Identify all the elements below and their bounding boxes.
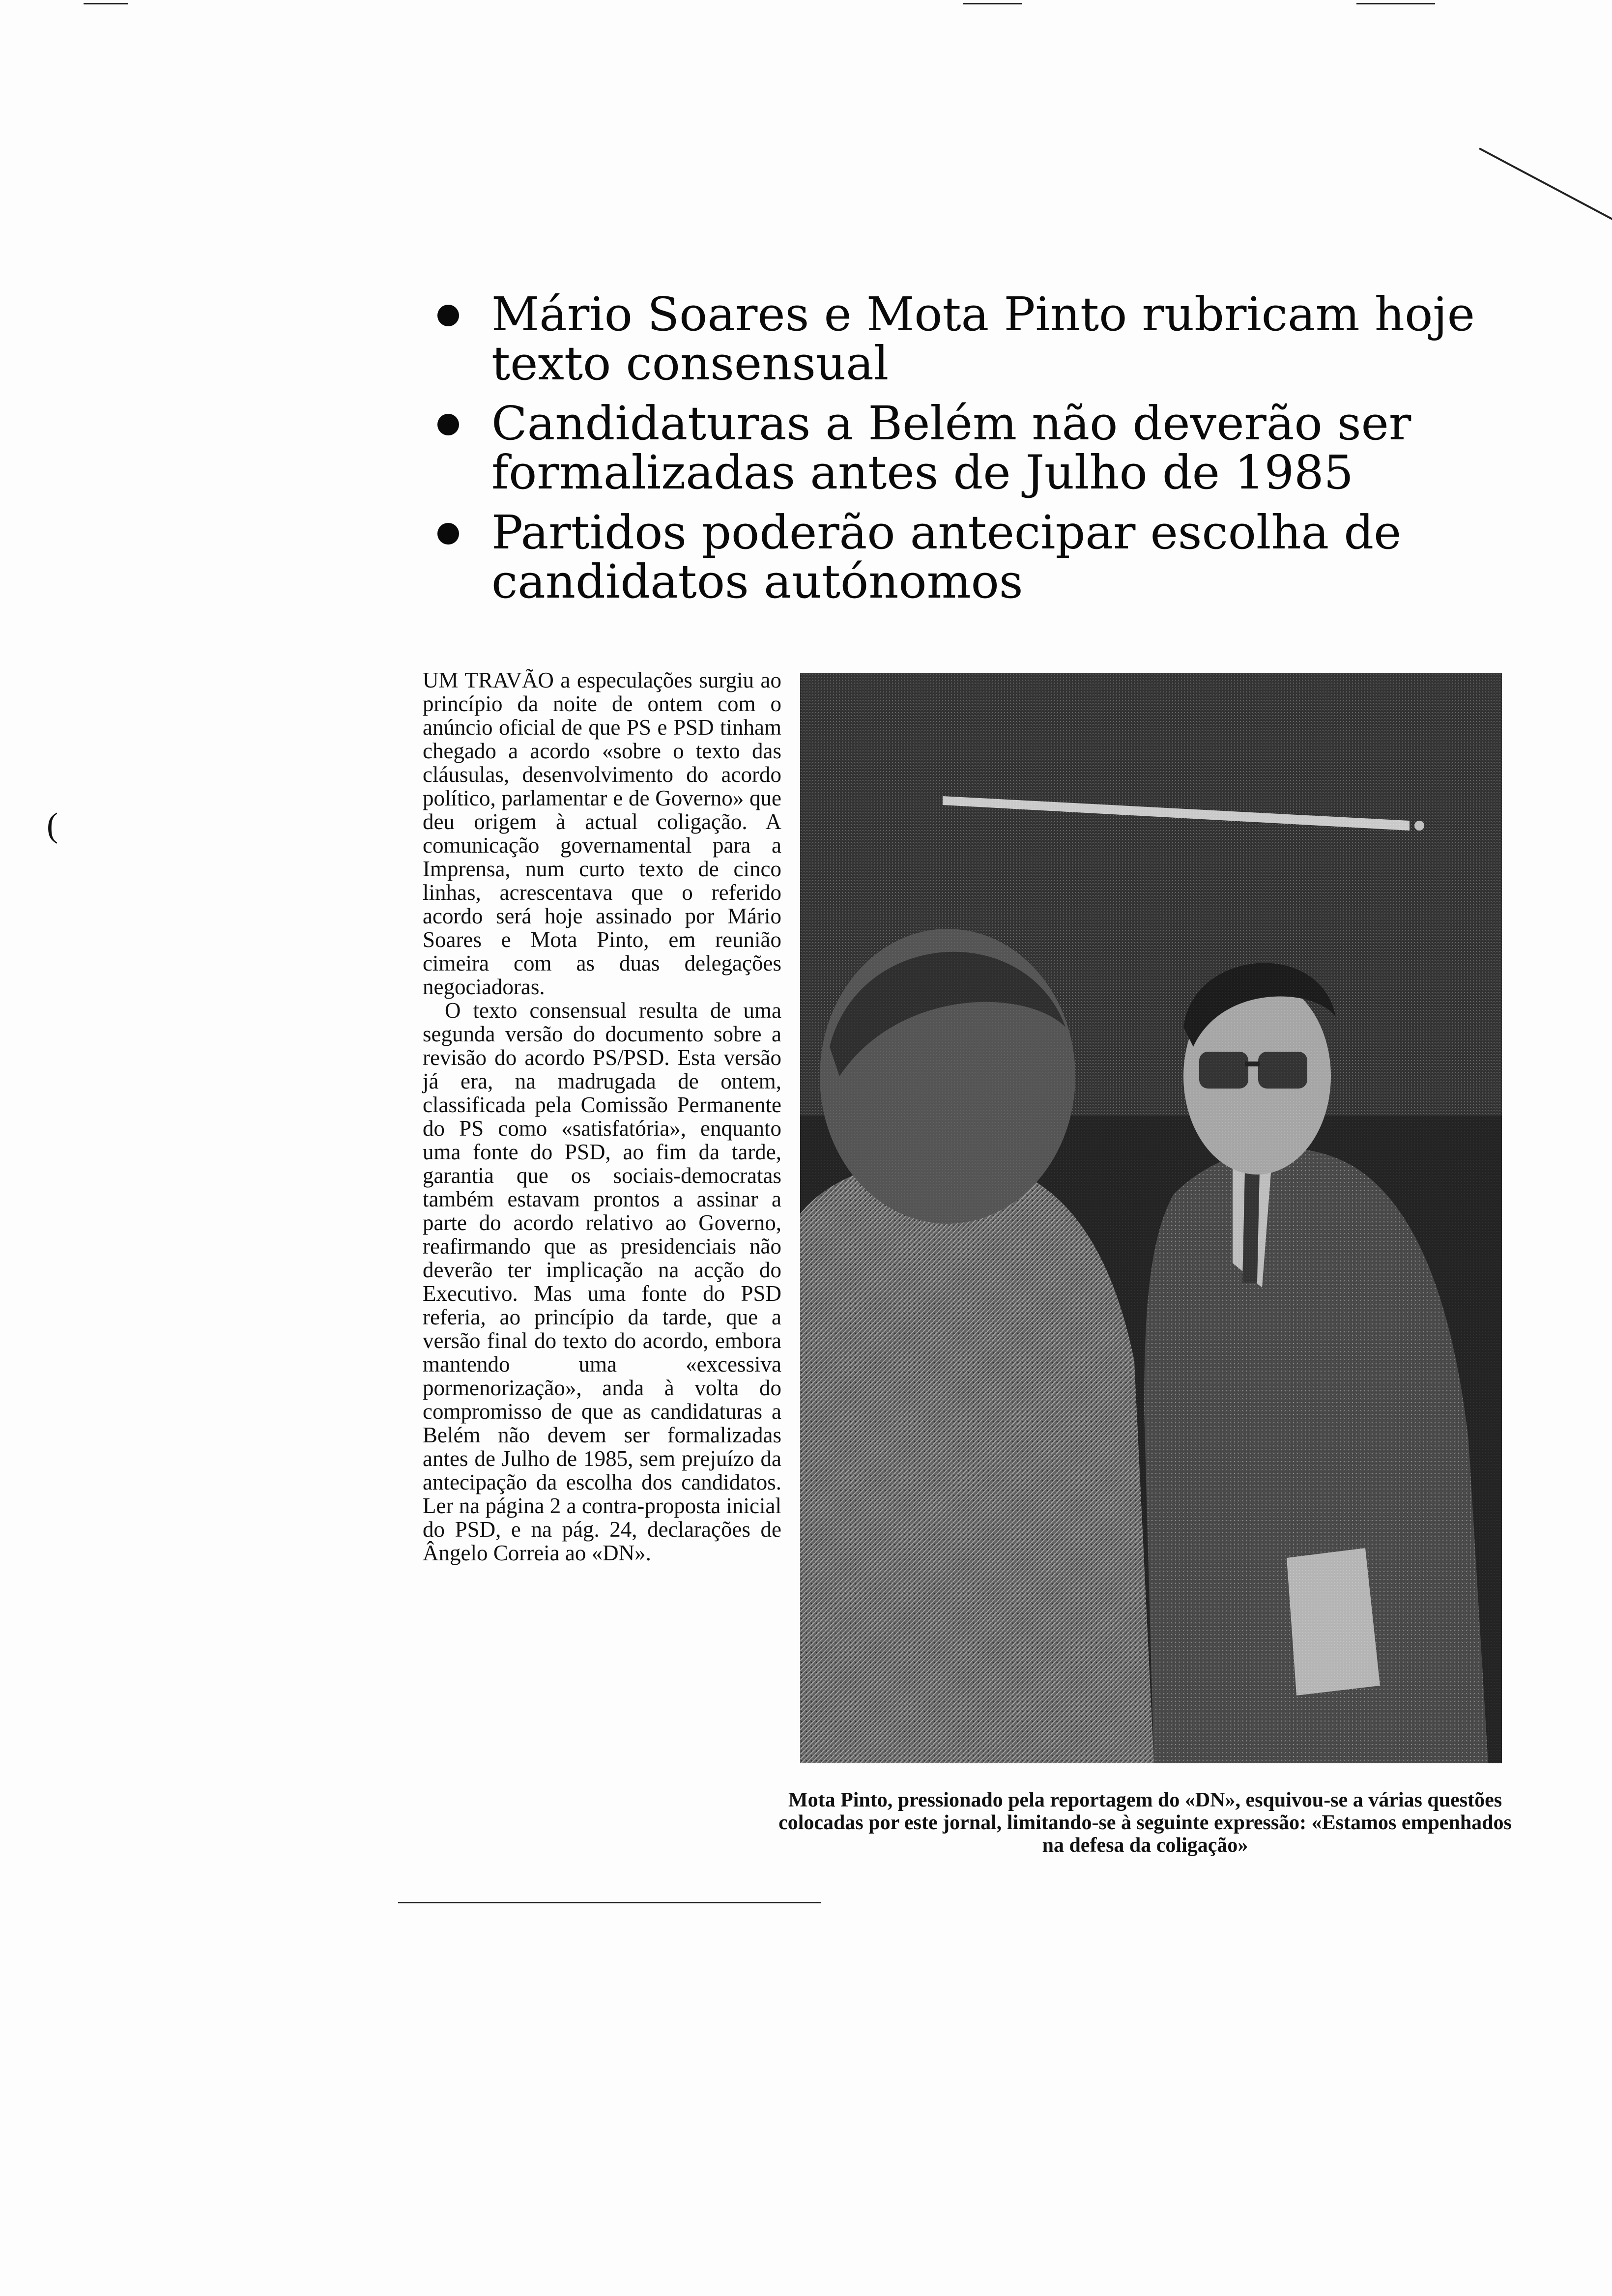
top-edge-mark [963,3,1022,4]
headline-text: Mário Soares e Mota Pinto rubricam hoje texto consensual [491,287,1475,391]
bullet-icon [437,305,459,326]
bullet-icon [437,414,459,435]
headline-text: Candidaturas a Belém não deverão ser formalizadas antes de Julho de 1985 [491,397,1411,500]
article-body [423,668,781,1565]
headline-item [428,397,1533,500]
top-edge-mark [84,3,128,4]
photo-caption: Mota Pinto, pressionado pela reportagem do «DN», esquivou-se a várias questões colocadas por este jornal, limitando-se à seguinte expressão: «Estamos empenhados na defesa da coligação» [778,1789,1512,1857]
margin-mark: ( [47,806,58,844]
bullet-icon [437,523,459,545]
headline-item [428,287,1533,391]
photo-illustration [800,673,1502,1763]
scan-edge-line [1479,147,1612,225]
article-paragraph: O texto consensual resulta de uma segunda versão do documento sobre a revisão do acordo PS/PSD. Esta versão já era, na madrugada de ontem, classificada pela Comissão Permanente do PS como «satisfatória», enquanto uma fonte do PSD, ao fim da tarde, garantia que os sociais-democratas também estavam prontos a assinar a parte do acordo relativo ao Governo, reafirmando que as presidenciais não deverão ter implicação na acção do Executivo. Mas uma fonte do PSD referia, ao princípio da tarde, que a versão final do texto do acordo, embora mantendo uma «excessiva pormenorização», anda à volta do compromisso de que as candidaturas a Belém não devem ser formalizadas antes de Julho de 1985, sem prejuízo da antecipação da escolha dos candidatos. Ler na página 2 a contra-proposta inicial do PSD, e na pág. 24, declarações de Ângelo Correia ao «DN». [423,998,781,1565]
headline-text: Partidos poderão antecipar escolha de candidatos autónomos [491,506,1402,609]
column-rule [398,1902,821,1903]
top-edge-mark [1356,3,1435,4]
headline-list [428,287,1533,617]
headline-item [428,506,1533,609]
news-photo [800,673,1502,1763]
article-paragraph: UM TRAVÃO a especulações surgiu ao princípio da noite de ontem com o anúncio oficial de que PS e PSD tinham chegado a acordo «sobre o texto das cláusulas, desenvolvimento do acordo político, parlamentar e de Governo» que deu origem à actual coligação. A comunicação governamental para a Imprensa, num curto texto de cinco linhas, acrescentava que o referido acordo será hoje assinado por Mário Soares e Mota Pinto, em reunião cimeira com as duas delegações negociadoras. [423,668,781,999]
